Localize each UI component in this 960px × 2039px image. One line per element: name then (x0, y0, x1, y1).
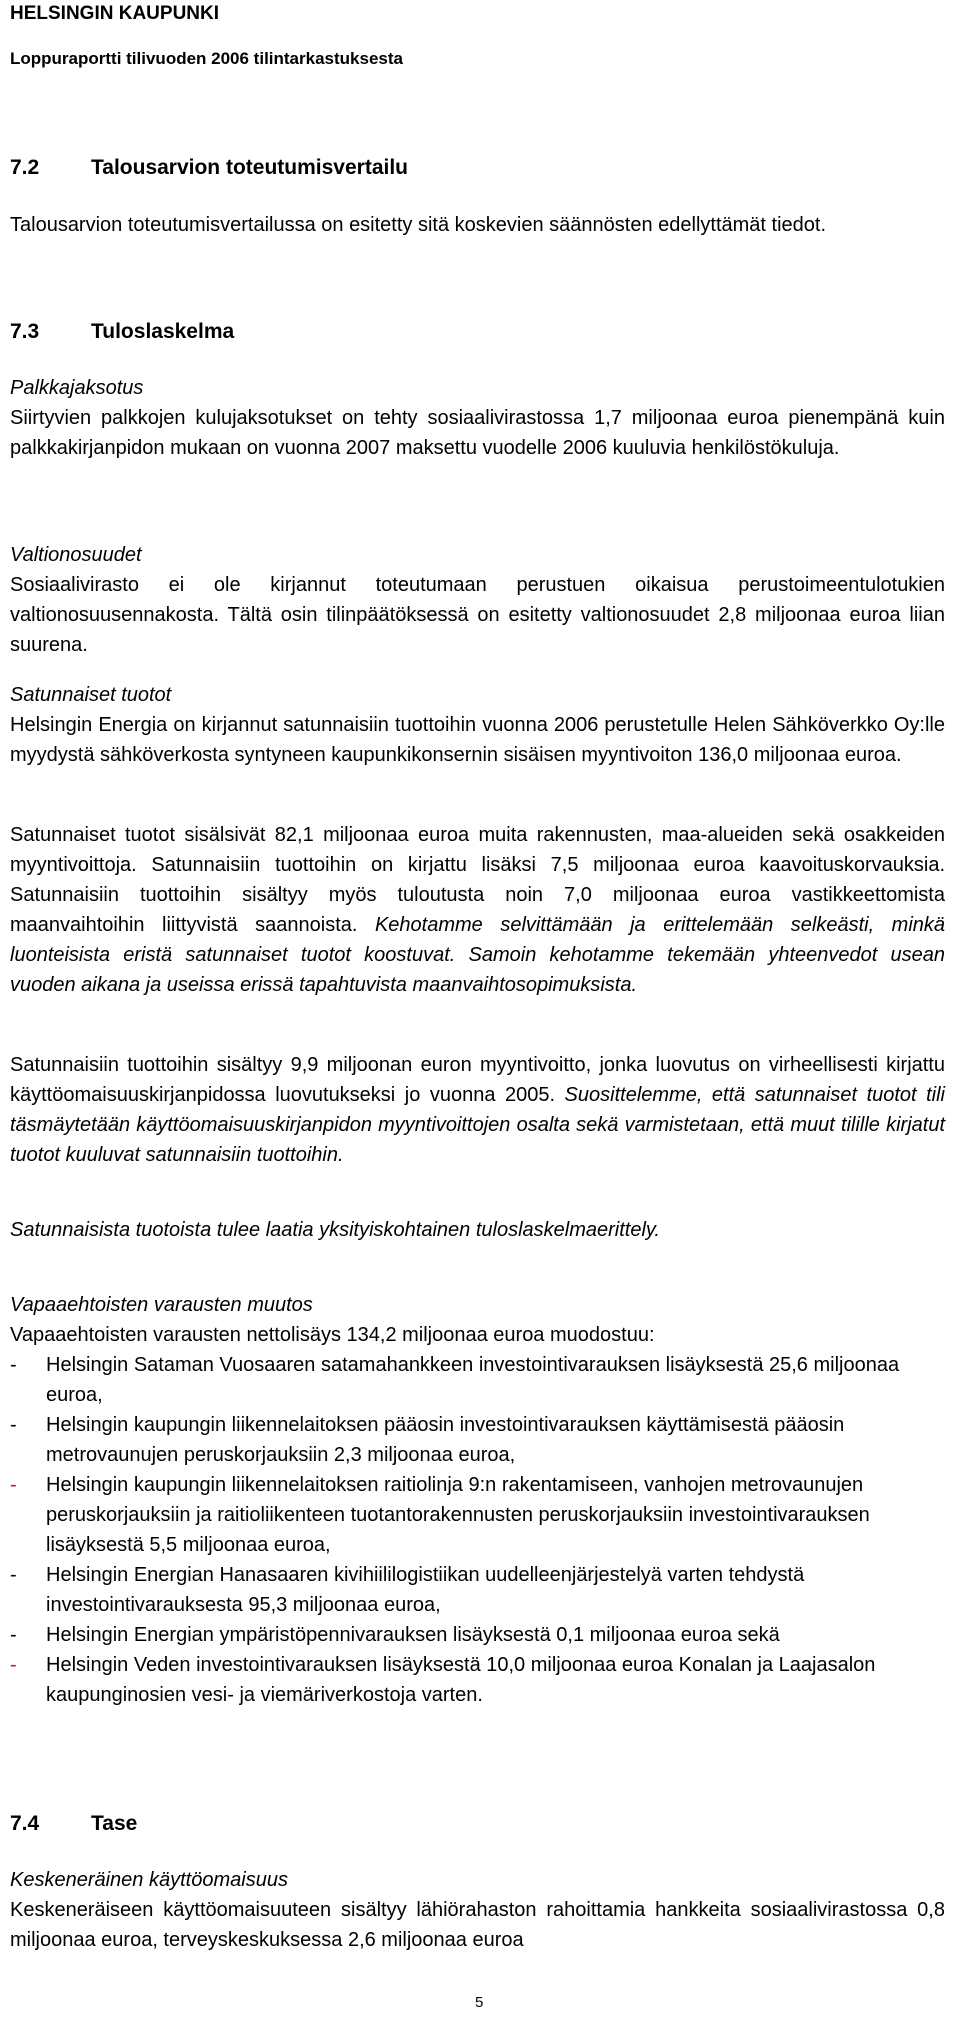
list-dash: - (10, 1624, 17, 1646)
satunnaiset-paragraph-2 (10, 820, 945, 1000)
varaukset-block (10, 1290, 945, 1710)
section-7-4-heading (10, 1810, 945, 1838)
page-number: 5 (475, 1994, 484, 2011)
section-title: Tase (91, 1812, 138, 1835)
list-item (10, 1650, 945, 1710)
keskenerainen-block (10, 1865, 945, 1955)
list-item-text: Helsingin Energian ympäristöpennivarauksen lisäyksestä 0,1 miljoonaa euroa sekä (46, 1624, 780, 1646)
list-item-text: Helsingin Energian Hanasaaren kivihiililogistiikan uudelleenjärjestelyä varten tehdystä investointivarauksesta 95,3 miljoonaa euroa, (46, 1564, 805, 1616)
recommendation-text: Kehotamme selvittämään ja erittelemään selkeästi, minkä luonteisista eristä satunnaiset tuotot koostuvat. Samoin kehotamme tekemään yhteenvedot usean vuoden aikana ja useissa erissä tapahtuvista maanvaihtosopimuksista. (10, 914, 946, 996)
report-title: Loppuraportti tilivuoden 2006 tilintarkastuksesta (10, 49, 403, 68)
satunnaiset-paragraph-1: Helsingin Energia on kirjannut satunnaisiin tuottoihin vuonna 2006 perustetulle Helen Sähköverkko Oy:lle myydystä sähköverkosta syntyneen kaupunkikonsernin sisäisen myyntivoiton 136,0 miljoonaa euroa. (10, 714, 945, 766)
section-number: 7.2 (10, 156, 40, 179)
section-7-2-text: Talousarvion toteutumisvertailussa on esitetty sitä koskevien säännösten edellyttämät tiedot. (10, 214, 826, 236)
list-item-text: Helsingin kaupungin liikennelaitoksen pääosin investointivarauksen käyttämisestä pääosin metrovaunujen peruskorjauksiin 2,3 miljoonaa euroa, (46, 1414, 845, 1466)
subheading-keskenerainen-kayttoomaisuus: Keskeneräinen käyttöomaisuus (10, 1869, 288, 1891)
varaukset-list (10, 1350, 945, 1710)
list-dash: - (10, 1654, 17, 1676)
satunnaiset-paragraph-4: Satunnaisista tuotoista tulee laatia yksityiskohtainen tuloslaskelmaerittely. (10, 1219, 660, 1241)
section-7-2-heading (10, 154, 945, 182)
palkkajaksotus-block (10, 373, 945, 463)
section-title: Tuloslaskelma (91, 320, 235, 343)
paragraph-text: Satunnaiset tuotot sisälsivät 82,1 miljoonaa euroa muita rakennusten, maa-alueiden sekä osakkeiden myyntivoittoja. Satunnaisiin tuottoihin on kirjattu lisäksi 7,5 miljoonaa euroa kaavoituskorvauksia. Satunnaisiin tuottoihin sisältyy myös tuloutusta noin 7,0 miljoonaa euroa vastikkeettomista maanvaihtoihin liittyvistä saannoista. (10, 824, 945, 936)
valtionosuudet-block (10, 540, 945, 660)
satunnaiset-paragraph-3 (10, 1050, 945, 1170)
list-item (10, 1620, 945, 1650)
list-item-text: Helsingin Veden investointivarauksen lisäyksestä 10,0 miljoonaa euroa Konalan ja Laajasalon kaupunginosien vesi- ja viemäriverkostoja varten. (46, 1654, 876, 1706)
section-number: 7.4 (10, 1812, 40, 1835)
valtionosuudet-text: Sosiaalivirasto ei ole kirjannut toteutumaan perustuen oikaisua perustoimeentulotukien valtionosuusennakosta. Tältä osin tilinpäätöksessä on esitetty valtionosuudet 2,8 miljoonaa euroa liian suurena. (10, 574, 945, 656)
list-item-text: Helsingin Sataman Vuosaaren satamahankkeen investointivarauksen lisäyksestä 25,6 miljoonaa euroa, (46, 1354, 900, 1406)
subheading-palkkajaksotus: Palkkajaksotus (10, 377, 144, 399)
list-item (10, 1350, 945, 1410)
section-7-3-heading (10, 318, 945, 346)
subheading-satunnaiset-tuotot: Satunnaiset tuotot (10, 684, 172, 706)
palkkajaksotus-text: Siirtyvien palkkojen kulujaksotukset on tehty sosiaalivirastossa 1,7 miljoonaa euroa pienempänä kuin palkkakirjanpidon mukaan on vuonna 2007 maksettu vuodelle 2006 kuuluvia henkilöstökuluja. (10, 407, 945, 459)
organization-name: HELSINGIN KAUPUNKI (10, 3, 220, 24)
subheading-valtionosuudet: Valtionosuudet (10, 544, 142, 566)
list-dash: - (10, 1414, 17, 1436)
list-dash: - (10, 1564, 17, 1586)
list-item-text: Helsingin kaupungin liikennelaitoksen raitiolinja 9:n rakentamiseen, vanhojen metrovaunujen peruskorjauksiin ja raitioliikenteen tuotantorakennusten peruskorjauksiin investointivarauksen lisäyksestä 5,5 miljoonaa euroa, (46, 1474, 870, 1556)
recommendation-text: Suosittelemme, että satunnaiset tuotot tili täsmäytetään käyttöomaisuuskirjanpidon myyntivoittojen osalta sekä varmistetaan, että muut tilille kirjatut tuotot kuuluvat satunnaisiin tuottoihin. (10, 1084, 946, 1166)
list-dash: - (10, 1474, 17, 1496)
list-item (10, 1410, 945, 1470)
section-title: Talousarvion toteutumisvertailu (91, 156, 408, 179)
list-item (10, 1560, 945, 1620)
subheading-vapaaehtoiset-varaukset: Vapaaehtoisten varausten muutos (10, 1294, 313, 1316)
satunnaiset-block (10, 680, 945, 770)
varaukset-intro: Vapaaehtoisten varausten nettolisäys 134,2 miljoonaa euroa muodostuu: (10, 1324, 655, 1346)
list-dash: - (10, 1354, 17, 1376)
paragraph-text: Satunnaisiin tuottoihin sisältyy 9,9 miljoonan euron myyntivoitto, jonka luovutus on virheellisesti kirjattu käyttöomaisuuskirjanpidossa luovutukseksi jo vuonna 2005. (10, 1054, 945, 1106)
list-item (10, 1470, 945, 1560)
section-number: 7.3 (10, 320, 40, 343)
keskenerainen-text: Keskeneräiseen käyttöomaisuuteen sisältyy lähiörahaston rahoittamia hankkeita sosiaalivirastossa 0,8 miljoonaa euroa, terveyskeskuksessa 2,6 miljoonaa euroa (10, 1899, 945, 1951)
